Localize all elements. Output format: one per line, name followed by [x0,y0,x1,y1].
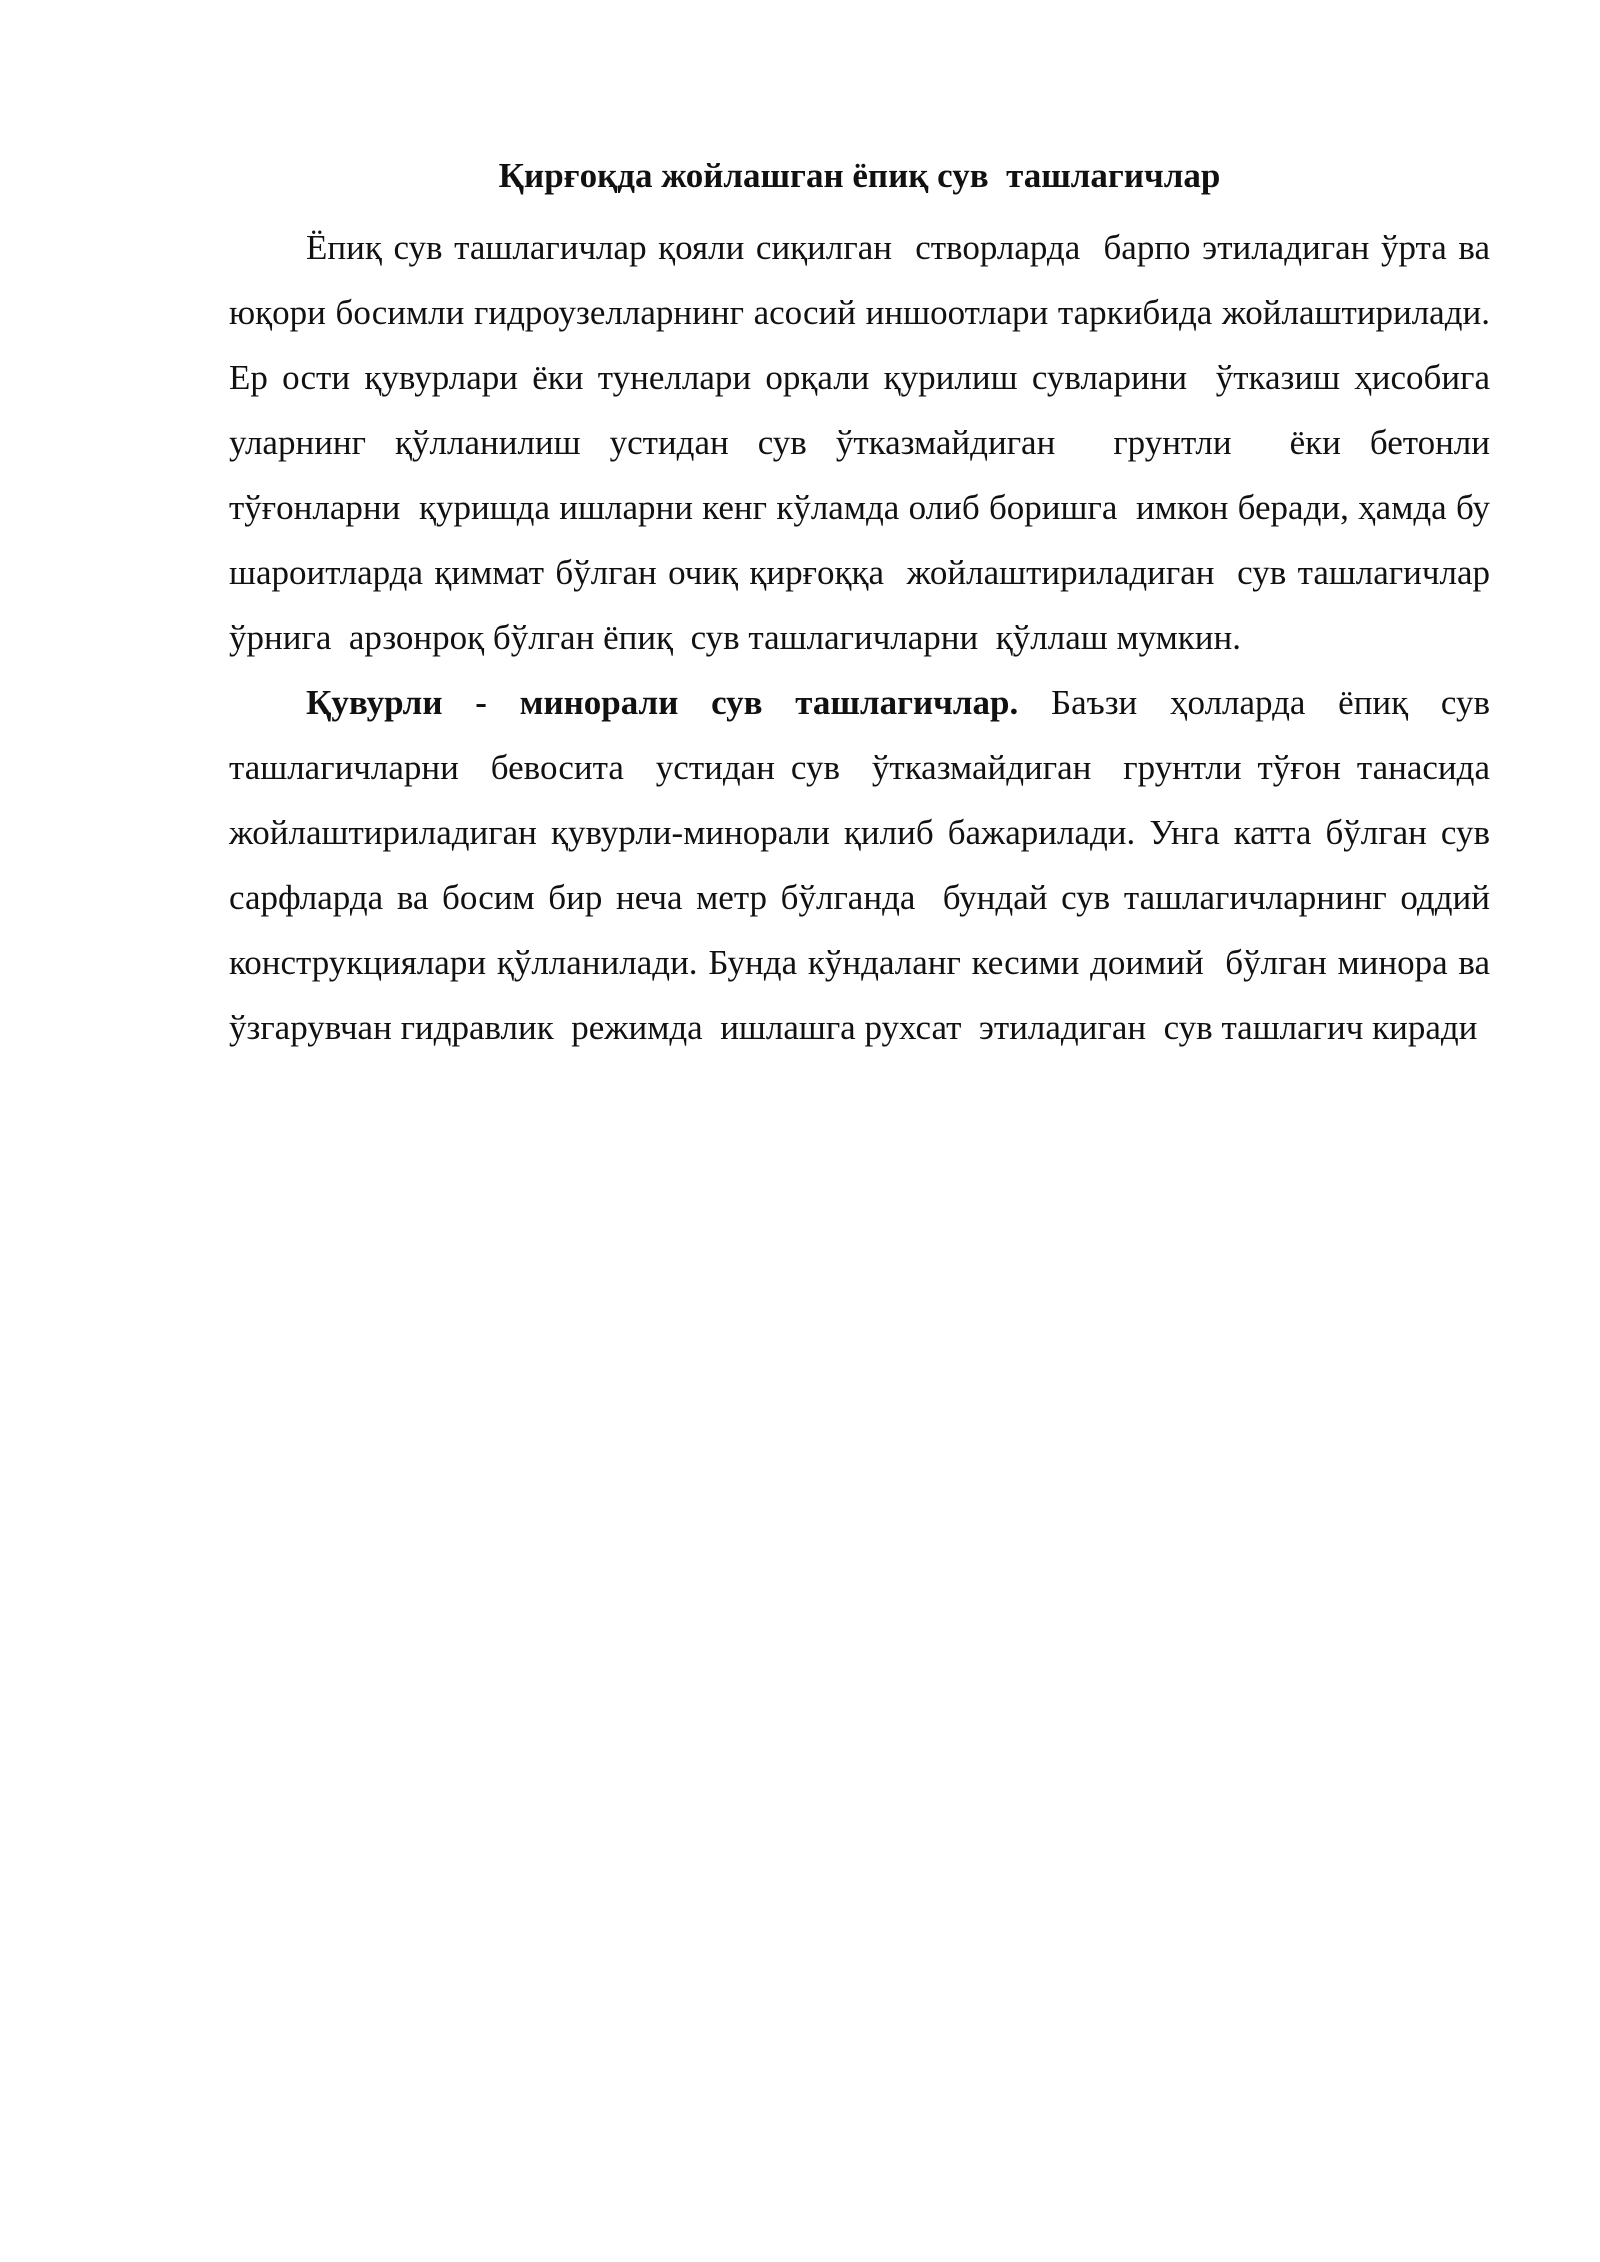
paragraph-body-text: Баъзи ҳолларда ёпиқ сув ташлагичларни бевосита устидан сув ўтказмайдиган грунтли тўғон танасида жойлаштириладиган қувурли-минорали қилиб бажарилади. Унга катта бўлган сув сарфларда ва босим бир неча метр бўлганда бундай сув ташлагичларнинг оддий конструкциялари қўлланилади. Бунда кўндаланг кесими доимий бўлган минора ва ўзгарувчан гидравлик режимда ишлашга рухсат этиладиган сув ташлагич киради [229,683,1499,1047]
document-title: Қирғоқда жойлашган ёпиқ сув ташлагичлар [498,156,1221,195]
paragraph-tower-spillways [229,670,1499,1060]
paragraph-lead-heading: Қувурли - минорали сув ташлагичлар. [306,683,1019,722]
paragraph-closed-spillways-intro: Ёпиқ сув ташлагичлар қояли сиқилган створларда барпо этиладиган ўрта ва юқори босимли гидроузелларнинг асосий иншоотлари таркибида жойлаштирилади. Ер ости қувурлари ёки тунеллари орқали қурилиш сувларини ўтказиш ҳисобига уларнинг қўлланилиш устидан сув ўтказмайдиган грунтли ёки бетонли тўғонларни қуришда ишларни кенг кўламда олиб боришга имкон беради, ҳамда бу шароитларда қиммат бўлган очиқ қирғоққа жойлаштириладиган сув ташлагичлар ўрнига арзонроқ бўлган ёпиқ сув ташлагичларни қўллаш мумкин. [229,228,1508,657]
